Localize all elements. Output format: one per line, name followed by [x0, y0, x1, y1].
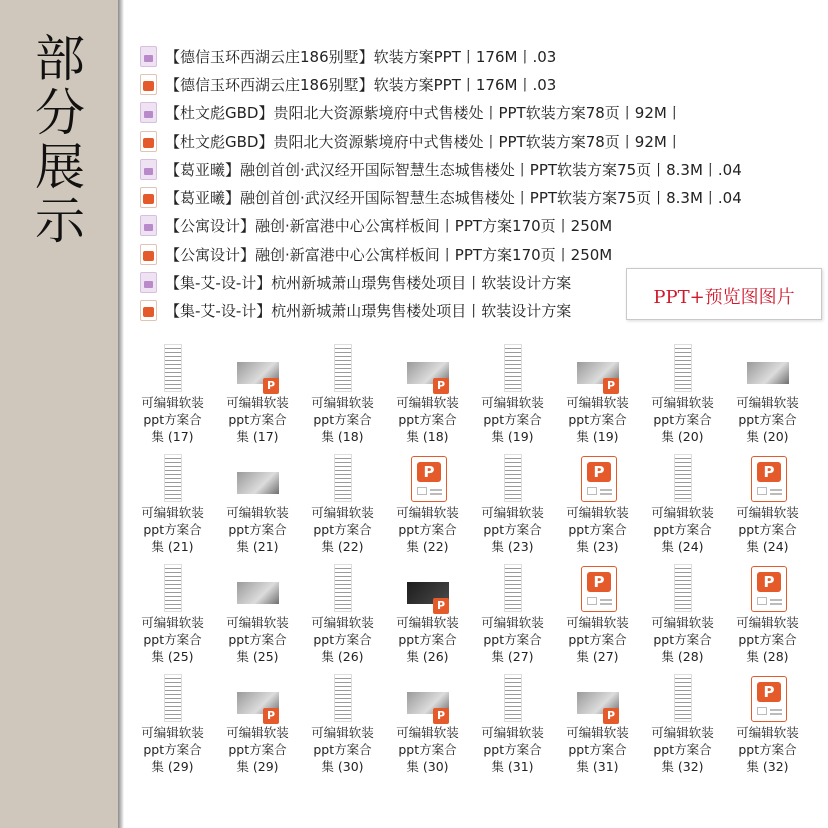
thumbnail-caption	[215, 504, 300, 555]
caption-number: 集 (31)	[491, 759, 534, 774]
pdf-file-icon	[140, 272, 157, 293]
caption-line-1: 可编辑软装	[566, 505, 629, 520]
callout-box	[626, 268, 822, 320]
file-row[interactable]	[140, 70, 820, 98]
caption-line-2: ppt方案合	[313, 742, 372, 757]
thumbnail-item[interactable]	[385, 450, 470, 560]
caption-number: 集 (28)	[746, 649, 789, 664]
thumbnail-item[interactable]	[215, 450, 300, 560]
file-row[interactable]	[140, 127, 820, 155]
thumbnail-caption	[300, 724, 385, 775]
sidebar-divider	[118, 0, 124, 828]
caption-line-1: 可编辑软装	[481, 395, 544, 410]
thumbnail-item[interactable]	[215, 560, 300, 670]
caption-number: 集 (19)	[491, 429, 534, 444]
caption-line-2: ppt方案合	[483, 632, 542, 647]
caption-number: 集 (21)	[236, 539, 279, 554]
thumbnail-item[interactable]	[555, 340, 640, 450]
caption-number: 集 (17)	[151, 429, 194, 444]
document-preview-icon	[152, 454, 192, 504]
caption-line-1: 可编辑软装	[736, 395, 799, 410]
caption-number: 集 (29)	[151, 759, 194, 774]
thumbnail-item[interactable]	[555, 450, 640, 560]
image-preview-icon	[237, 454, 277, 504]
caption-number: 集 (18)	[406, 429, 449, 444]
pdf-file-icon	[140, 46, 157, 67]
caption-line-1: 可编辑软装	[226, 615, 289, 630]
caption-line-2: ppt方案合	[653, 412, 712, 427]
thumbnail-item[interactable]	[470, 450, 555, 560]
caption-number: 集 (25)	[236, 649, 279, 664]
caption-line-1: 可编辑软装	[396, 725, 459, 740]
caption-line-1: 可编辑软装	[226, 725, 289, 740]
caption-number: 集 (20)	[661, 429, 704, 444]
document-preview-icon	[322, 454, 362, 504]
caption-line-2: ppt方案合	[738, 522, 797, 537]
document-preview-icon	[662, 674, 702, 724]
caption-line-2: ppt方案合	[313, 632, 372, 647]
caption-number: 集 (19)	[576, 429, 619, 444]
thumbnail-caption	[640, 614, 725, 665]
caption-line-2: ppt方案合	[568, 742, 627, 757]
caption-line-1: 可编辑软装	[226, 395, 289, 410]
thumbnail-item[interactable]	[300, 340, 385, 450]
image-preview-icon	[747, 344, 787, 394]
thumbnail-caption	[300, 614, 385, 665]
image-preview-ppt-icon: P	[407, 564, 447, 614]
thumbnail-item[interactable]	[725, 340, 810, 450]
thumbnail-item[interactable]	[470, 340, 555, 450]
image-preview-icon	[237, 564, 277, 614]
ppt-file-icon: P	[577, 564, 617, 614]
caption-line-1: 可编辑软装	[311, 505, 374, 520]
document-preview-icon	[322, 344, 362, 394]
caption-line-2: ppt方案合	[143, 742, 202, 757]
file-name: 【葛亚曦】融创首创·武汉经开国际智慧生态城售楼处丨PPT软装方案75页丨8.3M丨.04	[165, 189, 742, 208]
thumbnail-item[interactable]	[215, 340, 300, 450]
caption-line-1: 可编辑软装	[311, 395, 374, 410]
document-preview-icon	[492, 564, 532, 614]
caption-line-2: ppt方案合	[398, 412, 457, 427]
caption-line-1: 可编辑软装	[311, 615, 374, 630]
thumbnail-caption	[555, 394, 640, 445]
document-preview-icon	[322, 564, 362, 614]
caption-number: 集 (28)	[661, 649, 704, 664]
file-row[interactable]	[140, 183, 820, 211]
caption-line-1: 可编辑软装	[651, 395, 714, 410]
caption-number: 集 (32)	[746, 759, 789, 774]
thumbnail-item[interactable]	[555, 560, 640, 670]
ppt-file-icon: P	[407, 454, 447, 504]
caption-number: 集 (22)	[321, 539, 364, 554]
caption-number: 集 (31)	[576, 759, 619, 774]
file-row[interactable]	[140, 99, 820, 127]
thumbnail-caption	[215, 394, 300, 445]
caption-number: 集 (29)	[236, 759, 279, 774]
thumbnail-caption	[725, 614, 810, 665]
image-preview-ppt-icon: P	[407, 674, 447, 724]
ppt-file-icon: P	[747, 454, 787, 504]
document-preview-icon	[492, 674, 532, 724]
thumbnail-item[interactable]	[385, 670, 470, 780]
file-row[interactable]	[140, 155, 820, 183]
thumbnail-caption	[725, 724, 810, 775]
caption-line-2: ppt方案合	[568, 412, 627, 427]
caption-line-2: ppt方案合	[313, 412, 372, 427]
caption-line-1: 可编辑软装	[736, 615, 799, 630]
file-row[interactable]	[140, 212, 820, 240]
thumbnail-caption	[300, 504, 385, 555]
caption-number: 集 (30)	[321, 759, 364, 774]
caption-line-1: 可编辑软装	[566, 395, 629, 410]
caption-line-2: ppt方案合	[398, 632, 457, 647]
caption-number: 集 (26)	[321, 649, 364, 664]
caption-line-1: 可编辑软装	[651, 725, 714, 740]
file-row[interactable]	[140, 240, 820, 268]
caption-line-2: ppt方案合	[483, 522, 542, 537]
ppt-file-icon: P	[747, 564, 787, 614]
thumbnail-caption	[470, 504, 555, 555]
document-preview-icon	[152, 674, 192, 724]
caption-line-1: 可编辑软装	[481, 505, 544, 520]
file-name: 【德信玉环西湖云庄186别墅】软装方案PPT丨176M丨.03	[165, 47, 557, 66]
image-preview-ppt-icon: P	[407, 344, 447, 394]
thumbnail-caption	[640, 394, 725, 445]
caption-line-1: 可编辑软装	[141, 395, 204, 410]
caption-number: 集 (22)	[406, 539, 449, 554]
caption-line-1: 可编辑软装	[651, 615, 714, 630]
caption-line-1: 可编辑软装	[566, 615, 629, 630]
caption-line-2: ppt方案合	[483, 742, 542, 757]
thumbnail-caption	[470, 614, 555, 665]
thumbnail-caption	[385, 394, 470, 445]
caption-number: 集 (32)	[661, 759, 704, 774]
caption-number: 集 (27)	[491, 649, 534, 664]
caption-line-1: 可编辑软装	[311, 725, 374, 740]
thumbnail-item[interactable]	[640, 450, 725, 560]
caption-line-2: ppt方案合	[483, 412, 542, 427]
ppt-file-icon: P	[577, 454, 617, 504]
thumbnail-item[interactable]	[640, 670, 725, 780]
thumbnail-caption	[385, 724, 470, 775]
document-preview-icon	[492, 344, 532, 394]
caption-line-2: ppt方案合	[398, 522, 457, 537]
thumbnail-caption	[555, 504, 640, 555]
document-preview-icon	[152, 564, 192, 614]
caption-line-2: ppt方案合	[228, 522, 287, 537]
thumbnail-caption	[725, 394, 810, 445]
sidebar-title: 部分展示	[35, 30, 85, 250]
thumbnail-item[interactable]	[470, 560, 555, 670]
thumbnail-caption	[215, 724, 300, 775]
thumbnail-caption	[470, 724, 555, 775]
caption-line-1: 可编辑软装	[141, 615, 204, 630]
thumbnail-caption	[130, 504, 215, 555]
document-preview-icon	[662, 564, 702, 614]
thumbnail-item[interactable]	[130, 670, 215, 780]
caption-line-1: 可编辑软装	[481, 615, 544, 630]
caption-line-2: ppt方案合	[738, 632, 797, 647]
thumbnail-item[interactable]	[130, 340, 215, 450]
caption-line-2: ppt方案合	[143, 632, 202, 647]
caption-line-2: ppt方案合	[653, 632, 712, 647]
file-name: 【德信玉环西湖云庄186别墅】软装方案PPT丨176M丨.03	[165, 75, 557, 94]
file-name: 【杜文彪GBD】贵阳北大资源紫境府中式售楼处丨PPT软装方案78页丨92M丨	[165, 104, 682, 123]
caption-line-2: ppt方案合	[738, 412, 797, 427]
caption-number: 集 (23)	[491, 539, 534, 554]
caption-line-2: ppt方案合	[228, 742, 287, 757]
thumbnail-caption	[215, 614, 300, 665]
ppt-file-icon	[140, 187, 157, 208]
caption-line-1: 可编辑软装	[396, 395, 459, 410]
document-preview-icon	[322, 674, 362, 724]
caption-line-1: 可编辑软装	[736, 725, 799, 740]
caption-line-1: 可编辑软装	[651, 505, 714, 520]
thumbnail-item[interactable]	[385, 340, 470, 450]
thumbnail-caption	[385, 614, 470, 665]
caption-number: 集 (27)	[576, 649, 619, 664]
thumbnail-caption	[130, 394, 215, 445]
caption-line-2: ppt方案合	[568, 632, 627, 647]
thumbnail-item[interactable]	[725, 670, 810, 780]
caption-line-2: ppt方案合	[738, 742, 797, 757]
caption-line-1: 可编辑软装	[141, 725, 204, 740]
caption-line-1: 可编辑软装	[226, 505, 289, 520]
caption-line-2: ppt方案合	[398, 742, 457, 757]
thumbnail-item[interactable]	[725, 450, 810, 560]
thumbnail-item[interactable]	[385, 560, 470, 670]
thumbnail-caption	[130, 724, 215, 775]
caption-number: 集 (25)	[151, 649, 194, 664]
thumbnail-caption	[300, 394, 385, 445]
file-name: 【公寓设计】融创·新富港中心公寓样板间丨PPT方案170页丨250M	[165, 245, 613, 264]
caption-line-2: ppt方案合	[228, 632, 287, 647]
thumbnail-item[interactable]	[640, 560, 725, 670]
ppt-file-icon	[140, 131, 157, 152]
pdf-file-icon	[140, 215, 157, 236]
image-preview-ppt-icon: P	[237, 344, 277, 394]
caption-line-1: 可编辑软装	[396, 505, 459, 520]
caption-line-2: ppt方案合	[143, 522, 202, 537]
thumbnail-item[interactable]	[300, 670, 385, 780]
ppt-file-icon	[140, 300, 157, 321]
thumbnail-item[interactable]	[215, 670, 300, 780]
caption-number: 集 (26)	[406, 649, 449, 664]
caption-line-2: ppt方案合	[653, 742, 712, 757]
thumbnail-item[interactable]	[300, 450, 385, 560]
caption-line-2: ppt方案合	[228, 412, 287, 427]
caption-number: 集 (18)	[321, 429, 364, 444]
thumbnail-caption	[640, 724, 725, 775]
document-preview-icon	[662, 344, 702, 394]
caption-line-2: ppt方案合	[653, 522, 712, 537]
ppt-file-icon	[140, 244, 157, 265]
document-preview-icon	[152, 344, 192, 394]
image-preview-ppt-icon: P	[577, 674, 617, 724]
thumbnail-caption	[130, 614, 215, 665]
image-preview-ppt-icon: P	[237, 674, 277, 724]
caption-number: 集 (24)	[661, 539, 704, 554]
thumbnail-item[interactable]	[555, 670, 640, 780]
caption-line-1: 可编辑软装	[736, 505, 799, 520]
thumbnail-grid	[130, 340, 824, 780]
file-row[interactable]	[140, 42, 820, 70]
sidebar	[0, 0, 118, 828]
thumbnail-item[interactable]	[300, 560, 385, 670]
thumbnail-item[interactable]	[130, 450, 215, 560]
ppt-file-icon	[140, 74, 157, 95]
thumbnail-item[interactable]	[470, 670, 555, 780]
caption-line-1: 可编辑软装	[141, 505, 204, 520]
caption-line-1: 可编辑软装	[566, 725, 629, 740]
file-name: 【公寓设计】融创·新富港中心公寓样板间丨PPT方案170页丨250M	[165, 217, 613, 236]
caption-line-2: ppt方案合	[143, 412, 202, 427]
file-name: 【集-艾-设-计】杭州新城萧山璟隽售楼处项目丨软装设计方案	[165, 302, 572, 321]
file-name: 【杜文彪GBD】贵阳北大资源紫境府中式售楼处丨PPT软装方案78页丨92M丨	[165, 132, 682, 151]
thumbnail-caption	[385, 504, 470, 555]
thumbnail-item[interactable]	[725, 560, 810, 670]
document-preview-icon	[492, 454, 532, 504]
caption-number: 集 (24)	[746, 539, 789, 554]
thumbnail-caption	[725, 504, 810, 555]
thumbnail-caption	[640, 504, 725, 555]
file-name: 【集-艾-设-计】杭州新城萧山璟隽售楼处项目丨软装设计方案	[165, 274, 572, 293]
caption-number: 集 (20)	[746, 429, 789, 444]
caption-number: 集 (30)	[406, 759, 449, 774]
caption-number: 集 (23)	[576, 539, 619, 554]
caption-line-2: ppt方案合	[313, 522, 372, 537]
thumbnail-caption	[555, 614, 640, 665]
callout-text: PPT+预览图图片	[653, 287, 795, 308]
thumbnail-item[interactable]	[640, 340, 725, 450]
caption-line-1: 可编辑软装	[396, 615, 459, 630]
pdf-file-icon	[140, 102, 157, 123]
file-name: 【葛亚曦】融创首创·武汉经开国际智慧生态城售楼处丨PPT软装方案75页丨8.3M丨.04	[165, 160, 742, 179]
pdf-file-icon	[140, 159, 157, 180]
ppt-file-icon: P	[747, 674, 787, 724]
thumbnail-caption	[555, 724, 640, 775]
caption-line-2: ppt方案合	[568, 522, 627, 537]
document-preview-icon	[662, 454, 702, 504]
caption-line-1: 可编辑软装	[481, 725, 544, 740]
caption-number: 集 (21)	[151, 539, 194, 554]
thumbnail-item[interactable]	[130, 560, 215, 670]
caption-number: 集 (17)	[236, 429, 279, 444]
image-preview-ppt-icon: P	[577, 344, 617, 394]
thumbnail-caption	[470, 394, 555, 445]
